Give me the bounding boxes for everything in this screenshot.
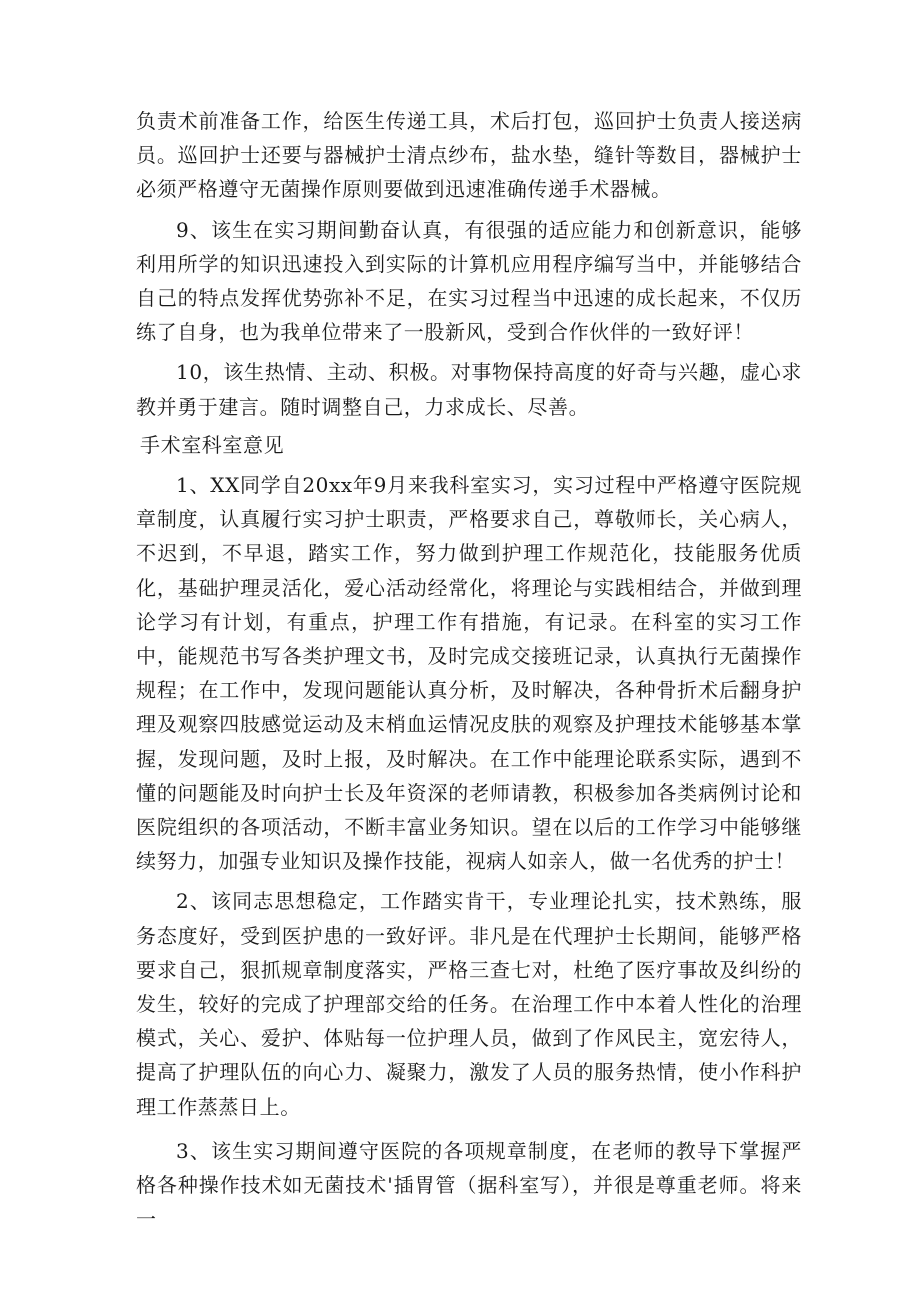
paragraph-item-10: 10，该生热情、主动、积极。对事物保持高度的好奇与兴趣，虚心求教并勇于建言。随时调整自己，力求成长、尽善。 bbox=[136, 360, 802, 419]
paragraph-opinion-1: 1、XX同学自20xx年9月来我科室实习，实习过程中严格遵守医院规章制度，认真履行实习护士职责，严格要求自己，尊敬师长，关心病人，不迟到，不早退，踏实工作，努力做到护理工作规范化，技能服务优质化，基础护理灵活化，爱心活动经常化，将理论与实践相结合，并做到理论学习有计划，有重点，护理工作有措施，有记录。在科室的实习工作中，能规范书写各类护理文书，及时完成交接班记录，认真执行无菌操作规程；在工作中，发现问题能认真分析，及时解决，各种骨折术后翻身护理及观察四肢感觉运动及末梢血运情况皮肤的观察及护理技术能够基本掌握，发现问题，及时上报，及时解决。在工作中能理论联系实际，遇到不懂的问题能及时向护士长及年资深的老师请教，积极参加各类病例讨论和医院组织的各项活动，不断丰富业务知识。望在以后的工作学习中能够继续努力，加强专业知识及操作技能，视病人如亲人，做一名优秀的护士！ bbox=[136, 473, 802, 874]
paragraph-continuation: 负责术前准备工作，给医生传递工具，术后打包，巡回护士负责人接送病员。巡回护士还要与器械护士清点纱布，盐水垫，缝针等数目，器械护士必须严格遵守无菌操作原则要做到迅速准确传递手术器械。 bbox=[136, 109, 802, 202]
section-heading: 手术室科室意见 bbox=[140, 432, 285, 457]
paragraph-item-9: 9、该生在实习期间勤奋认真，有很强的适应能力和创新意识，能够利用所学的知识迅速投入到实际的计算机应用程序编写当中，并能够结合自己的特点发挥优势弥补不足，在实习过程当中迅速的成长起来，不仅历练了自身，也为我单位带来了一股新风，受到合作伙伴的一致好评！ bbox=[136, 217, 802, 345]
paragraph-opinion-2: 2、该同志思想稳定，工作踏实肯干，专业理论扎实，技术熟练，服务态度好，受到医护患的一致好评。非凡是在代理护士长期间，能够严格要求自己，狠抓规章制度落实，严格三查七对，杜绝了医疗事故及纠纷的发生，较好的完成了护理部交给的任务。在治理工作中本着人性化的治理模式，关心、爱护、体贴每一位护理人员，做到了作风民主，宽宏待人，提高了护理队伍的向心力、凝聚力，激发了人员的服务热情，使小作科护理工作蒸蒸日上。 bbox=[136, 889, 802, 1119]
paragraph-opinion-3: 3、该生实习期间遵守医院的各项规章制度，在老师的教导下掌握严格各种操作技术如无菌技术'插胃管（据科室写），并很是尊重老师。将来一 bbox=[136, 1138, 802, 1232]
